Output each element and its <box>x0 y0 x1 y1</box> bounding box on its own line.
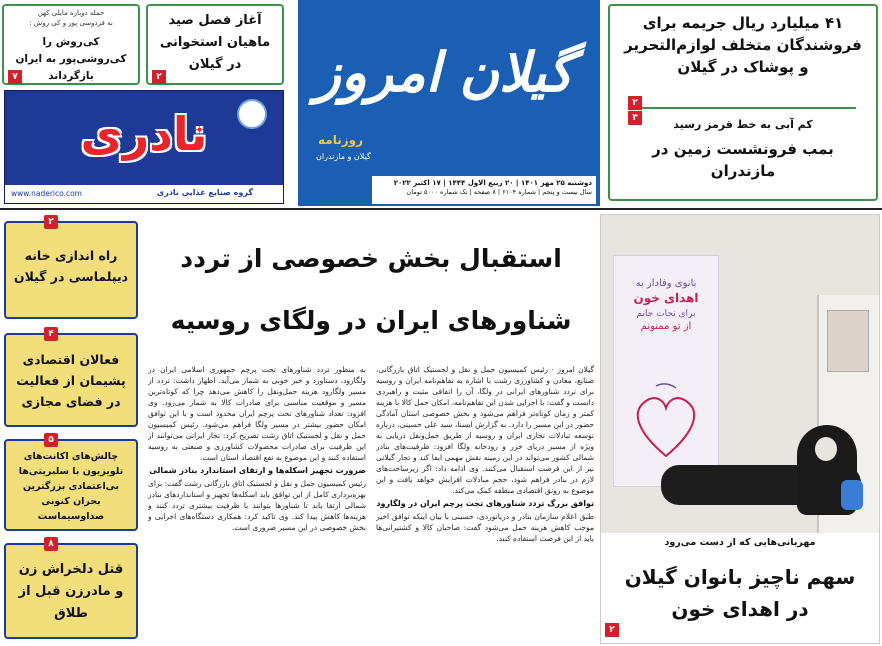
page-badge: ۵ <box>44 433 58 447</box>
dateline-strip <box>372 176 596 204</box>
newspaper-name: گیلان امروز <box>314 40 574 104</box>
blood-donation-photo[interactable] <box>601 215 879 533</box>
issue-line: سال بیست و پنجم | شماره ۶۱۰۴ | ۸ صفحه | تک شماره ۵۰۰۰ تومان <box>406 188 592 196</box>
divider <box>630 107 856 109</box>
photo-story-headline[interactable]: سهم ناچیز بانوان گیلان در اهدای خون <box>624 565 856 621</box>
top-left-kicker: حمله دوباره مایلی کهن <box>37 9 105 17</box>
masthead <box>298 0 600 206</box>
naderi-ad[interactable] <box>4 90 284 204</box>
dateline: دوشنبه ۲۵ مهر ۱۴۰۱ | ۲۰ ربیع الاول ۱۴۴۴ | ۱۷ اکتبر ۲۰۲۲ <box>393 179 592 187</box>
page-badge: ۲ <box>605 623 619 637</box>
woman-face <box>815 437 837 461</box>
page-badge: ۲ <box>628 96 642 110</box>
article-column-left <box>148 364 366 642</box>
ad-footer <box>5 184 283 203</box>
main-story <box>146 214 596 644</box>
article-body: رئیس کمیسیون حمل و نقل و لجستیک اتاق بازرگانی رشت گفت: برای بهره‌برداری کامل از این توافق باید اسکله‌ها تجهیز و استانداردهای بنادر شمالی ارتقا یابد تا شناورها بتوانند با ظرفیت بیشتری تردد کنند و هزینه‌ها کاهش پیدا کند. وی تاکید کرد: همکاری دستگاه‌های اجرایی و بخش خصوصی در این مسیر ضروری است. <box>148 479 366 532</box>
newspaper-label: روزنامه <box>318 133 363 147</box>
photo-story <box>600 214 880 644</box>
sidebar-headline: چالش‌های اکانت‌های تلویزیون با سلبریتی‌ها بی‌اعتمادی بزرگترین بحران کنونی صداوسیماست <box>18 451 124 522</box>
photo-story-kicker: مهربانی‌هایی که از دست می‌رود <box>664 537 816 548</box>
page-badge: ۴ <box>44 327 58 341</box>
article-column-right <box>376 364 594 642</box>
top-left-headline[interactable]: کی‌روش را کی‌روشی‌پور به ایران بازگرداند <box>15 36 127 82</box>
page-badge: ۳ <box>628 111 642 125</box>
banner-line-2: اهدای خون <box>633 291 699 305</box>
section-divider <box>0 208 882 210</box>
page-badge: ۸ <box>44 537 58 551</box>
banner-line-4: از تو ممنونم <box>640 321 692 332</box>
ad-tagline: گروه صنایع غذایی نادری <box>156 188 253 197</box>
page-badge: ۲ <box>44 215 58 229</box>
top-right-kicker-2: کم آبی به خط قرمز رسید <box>673 118 813 131</box>
sidebar-headline: راه اندازی خانه دیپلماسی در گیلان <box>13 248 129 284</box>
top-right-headline-1[interactable]: ۴۱ میلیارد ریال جریمه برای فروشندگان متخلف لوازم‌التحریر و پوشاک در گیلان <box>624 14 862 76</box>
banner-line-1: بانوی وفادار به <box>635 278 697 289</box>
top-right-news-box <box>608 4 878 201</box>
ad-brand: نادری <box>80 107 208 161</box>
article-body: گیلان امروز - رئیس کمیسیون حمل و نقل و لجستیک اتاق بازرگانی، صنایع، معادن و کشاورزی رشت با اشاره به تفاهم‌نامه ایران و روسیه برای تردد شناورهای ایرانی در ولگا، آن را اتفاقی مثبت و راهبردی دانست و گفت: با اجرایی شدن این تفاهم‌نامه، امکان حمل کالا با هزینه کمتر و زمان کوتاه‌تر فراهم می‌شود و بخش خصوصی استان آمادگی حضور در این مسیر را دارد. به گزارش ایسنا، سید علی حسینی، درباره توسعه تبادلات تجاری ایران و روسیه از طریق حمل‌ونقل دریایی به ویژه از مسیر دریای خزر و رودخانه ولگا افزود: ظرفیت‌های بنادر شمالی کشور می‌تواند در این زمینه نقش مهمی ایفا کند و تجار گیلانی نیز از این فرصت استقبال می‌کنند. وی ادامه داد: اگر زیرساخت‌های لازم در بنادر فراهم شود، حجم مبادلات افزایش خواهد یافت و این موضوع به رونق اقتصادی منطقه کمک می‌کند. <box>376 365 594 495</box>
ad-url[interactable]: www.naderico.com <box>11 189 82 198</box>
article-subhead: ضرورت تجهیز اسکله‌ها و ارتقای استاندارد بنادر شمالی <box>149 466 366 475</box>
sidebar-headline: قتل دلخراش زن و مادرزن قبل از طلاق <box>18 562 124 621</box>
sidebar-item-murder[interactable] <box>4 539 138 639</box>
page-badge: ۲ <box>152 70 166 84</box>
article-subhead: توافق بزرگ تردد شناورهای تحت پرچم ایران در ولگارود <box>376 499 594 508</box>
newspaper-subtitle: گیلان و مازندران <box>316 152 371 161</box>
top-mid-news-box <box>146 4 284 85</box>
article-body: طبق اعلام سازمان بنادر و دریانوردی، حسینی با بیان اینکه توافق اخیر موجب کاهش هزینه حمل می‌شود گفت: صاحبان کالا و کشتیرانی‌ها باید از این فرصت استفاده کنند. <box>376 512 594 543</box>
page-badge: ۷ <box>8 70 22 84</box>
main-headline-line-2[interactable]: شناورهای ایران در ولگای روسیه <box>170 306 572 335</box>
banner-line-3: برای نجات جانم <box>636 309 696 319</box>
door-window <box>827 310 869 372</box>
article-body: به منظور تردد شناورهای تحت پرچم جمهوری اسلامی ایران در ولگارود، دستاورد و خبر خوبی به شمار می‌آید. اظهار داشت: تردد از مسیر ولگارود هزینه حمل‌ونقل را کاهش می‌دهد چرا که کوتاه‌ترین مسیر و موقعیت مناسبی برای صادرات کالا به شمار می‌رود. وی افزود: تعداد شناورهای تحت پرچم ایران محدود است و با این توافق امکان حضور بیشتر در مسیر ولگا فراهم می‌شود. رئیس کمیسیون حمل و نقل و لجستیک اتاق رشت تصریح کرد: تجار ایرانی می‌توانند از این ظرفیت برای صادرات محصولات کشاورزی و صنعتی به روسیه استفاده کنند و این موضوع به نفع اقتصاد استان است. <box>148 365 366 462</box>
top-left-news-box <box>2 4 140 85</box>
top-right-headline-2[interactable]: بمب فرونشست زمین در مازندران <box>652 140 834 180</box>
donation-banner <box>613 255 719 487</box>
sidebar-item-diplomacy[interactable] <box>4 217 138 319</box>
top-mid-headline[interactable]: آغاز فصل صید ماهیان استخوانی در گیلان <box>159 13 271 72</box>
blood-bag <box>841 480 863 510</box>
heart-icon <box>626 376 706 466</box>
top-left-kicker-2: به فردوسی پور و کی روش : <box>29 19 113 27</box>
sidebar-headline: فعالان اقتصادی پشیمان از فعالیت در فضای مجازی <box>16 352 126 409</box>
sidebar-item-economy[interactable] <box>4 329 138 427</box>
sidebar-item-tv[interactable] <box>4 435 138 531</box>
main-headline-line-1[interactable]: استقبال بخش خصوصی از تردد <box>180 244 562 273</box>
